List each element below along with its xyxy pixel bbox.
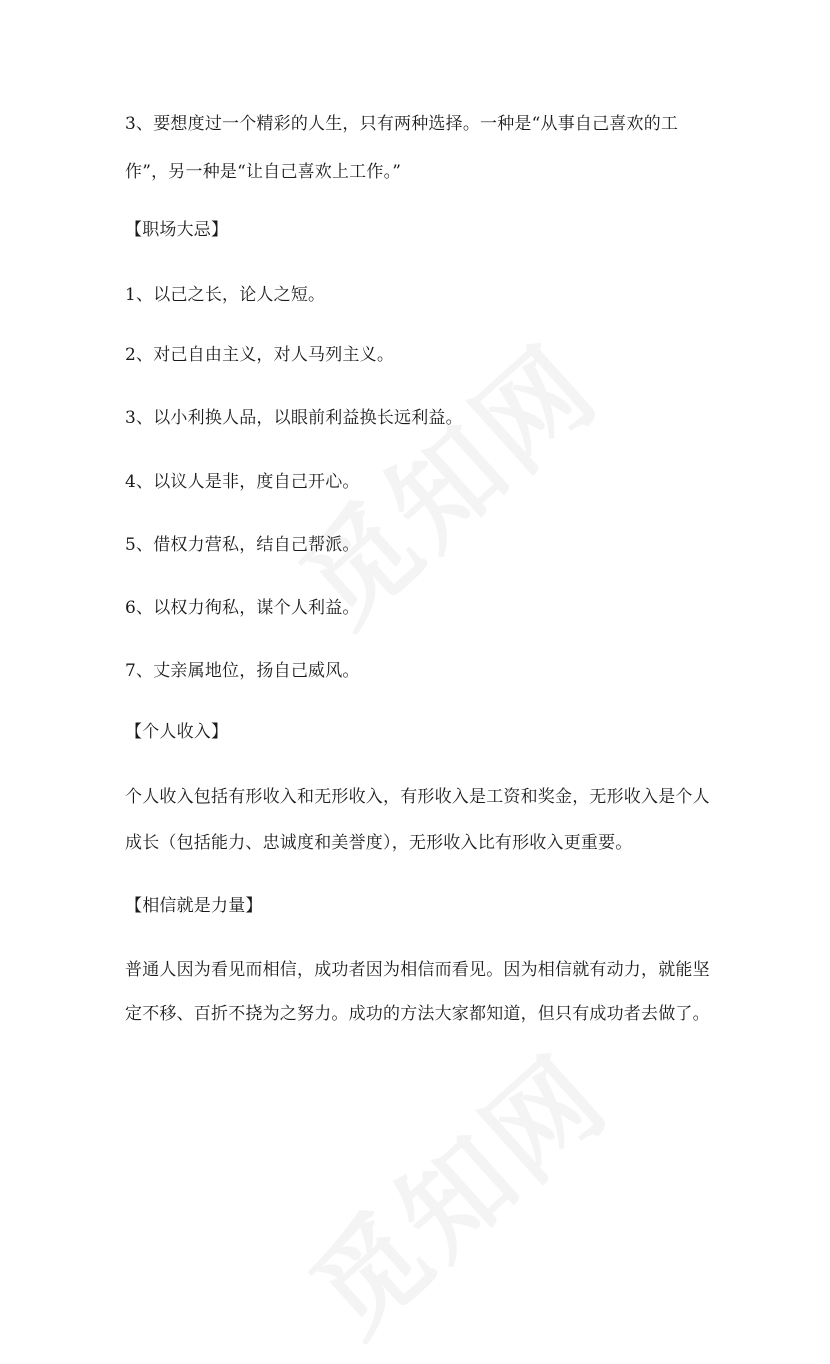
paragraph-line-2: 作”，另一种是“让自己喜欢上工作。” [125,162,402,182]
list-item-6: 6、以权力徇私，谋个人利益。 [125,598,360,618]
paragraph-income-line-2: 成长（包括能力、忠诚度和美誉度），无形收入比有形收入更重要。 [125,833,633,853]
paragraph-belief-line-2: 定不移、百折不挠为之努力。成功的方法大家都知道，但只有成功者去做了。 [125,1004,710,1024]
paragraph-line-1: 3、要想度过一个精彩的人生，只有两种选择。一种是“从事自己喜欢的工 [125,114,679,134]
list-item-1: 1、以己之长，论人之短。 [125,285,326,305]
watermark-bottom [272,1014,636,1364]
list-item-2: 2、对己自由主义，对人马列主义。 [125,345,395,365]
paragraph-income-line-1: 个人收入包括有形收入和无形收入，有形收入是工资和奖金，无形收入是个人 [125,787,710,807]
section-heading-workplace-taboos: 【职场大忌】 [125,220,229,240]
paragraph-belief-line-1: 普通人因为看见而相信，成功者因为相信而看见。因为相信就有动力，就能坚 [125,960,710,980]
list-item-3: 3、以小利换人品，以眼前利益换长远利益。 [125,408,463,428]
list-item-5: 5、借权力营私，结自己帮派。 [125,535,360,555]
section-heading-belief-is-power: 【相信就是力量】 [125,896,263,916]
list-item-7: 7、丈亲属地位，扬自己威风。 [125,661,360,681]
section-heading-personal-income: 【个人收入】 [125,722,229,742]
list-item-4: 4、以议人是非，度自己开心。 [125,472,360,492]
